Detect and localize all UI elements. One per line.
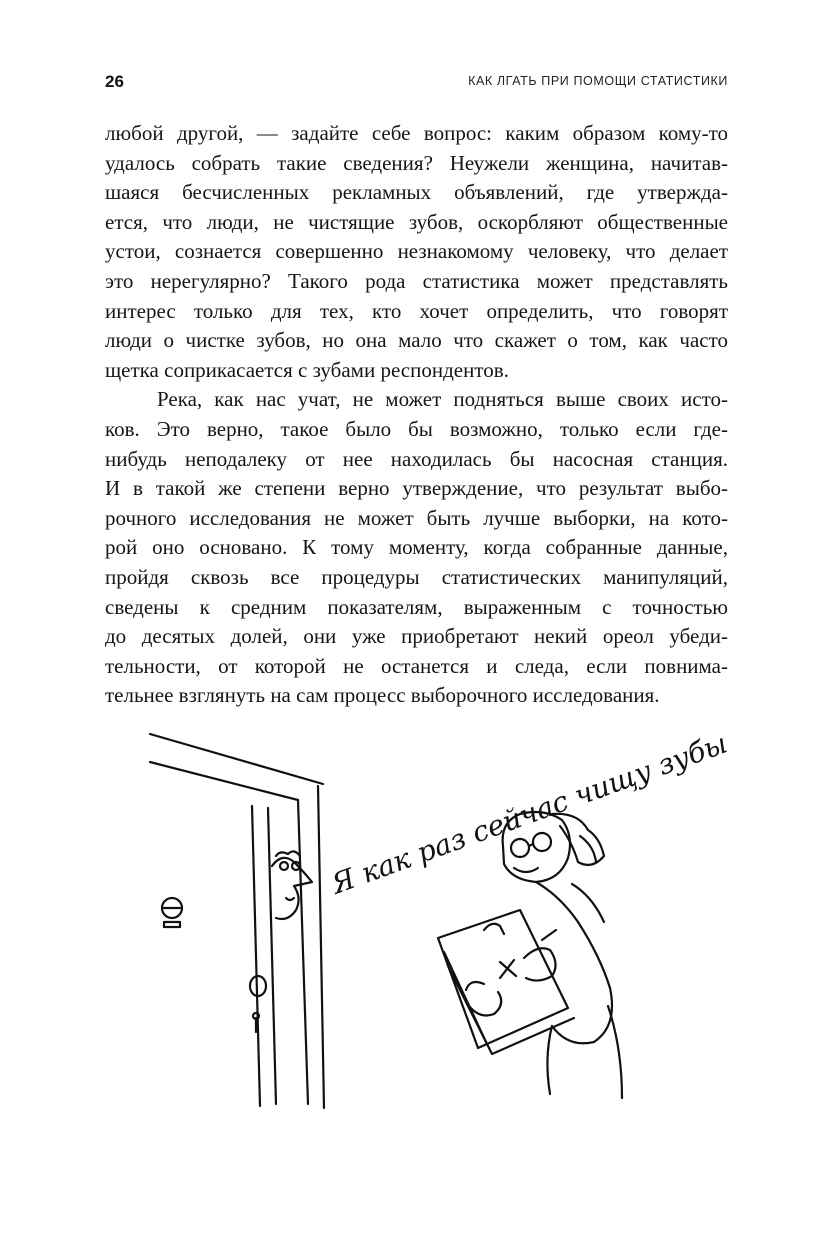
text-line: ется, что люди, не чистящие зубов, оскорбляют общественные [105,209,728,234]
ceiling-line [150,734,323,784]
text-line: рочного исследования не может быть лучше выборки, на кото- [105,505,728,530]
glasses-left [511,839,529,857]
body-text [105,119,728,711]
cartoon-illustration [148,726,732,1112]
text-line: рой оно основано. К тому моменту, когда собранные данные, [105,535,728,560]
cartoon-drawing [148,726,732,1112]
wall-line [318,786,324,1108]
door-edge [252,806,260,1106]
text-line: И в такой же степени верно утверждение, что результат выбо- [105,476,728,501]
door-frame-right [298,800,308,1104]
text-line: шаяся бесчисленных рекламных объявлений, где утвержда- [105,180,728,205]
running-title: КАК ЛГАТЬ ПРИ ПОМОЩИ СТАТИСТИКИ [468,74,728,88]
door-frame-top [150,762,298,800]
handwritten-caption: Я как раз сейчас чищу зубы [327,726,732,901]
text-line: любой другой, — задайте себе вопрос: каким образом кому-то [105,121,728,145]
paragraph-2 [105,385,728,711]
text-line: сведены к средним показателям, выраженным с точностью [105,594,728,619]
page-header [105,70,728,100]
door-plate-base [164,922,180,927]
text-line: нибудь неподалеку от нее находилась бы насосная станция. [105,446,728,471]
text-line: тельнее взглянуть на сам процесс выборочного исследования. [105,683,660,708]
text-line: удалось собрать такие сведения? Неужели женщина, начитав- [105,150,728,175]
page-number: 26 [105,72,124,91]
text-line: до десятых долей, они уже приобретают некий ореол убеди- [105,624,728,649]
text-line: интерес только для тех, кто хочет определить, что говорят [105,298,728,323]
text-line: Река, как нас учат, не может подняться выше своих исто- [157,387,728,412]
door-frame-inner [268,808,276,1104]
paragraph-1 [105,119,728,385]
text-line: это нерегулярно? Такого рода статистика может представлять [105,268,728,293]
text-line: устои, сознается совершенно незнакомому человеку, что делает [105,239,728,264]
text-line: тельности, от которой не останется и следа, если повнима- [105,653,728,678]
clipboard-mark [500,960,516,978]
text-line: люди о чистке зубов, но она мало что скажет о том, как часто [105,328,728,353]
text-line: пройдя сквозь все процедуры статистических манипуляций, [105,564,728,589]
text-line: ков. Это верно, такое было бы возможно, только если где- [105,416,728,441]
glasses-right [533,833,551,851]
text-line: щетка соприкасается с зубами респондентов. [105,357,509,382]
